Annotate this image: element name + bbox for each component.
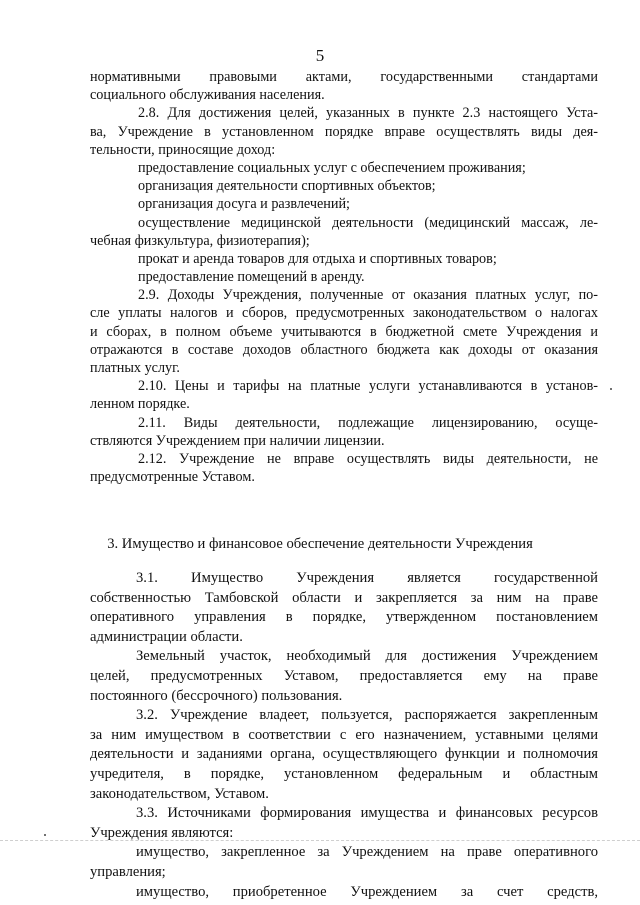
text-line: постоянного (бессрочного) пользования. <box>90 687 343 704</box>
text-line: 3.1. Имущество Учреждения является государственной <box>136 570 598 586</box>
text-line: отражаются в составе доходов областного бюджета как доходы от оказания <box>90 341 598 358</box>
text-line: оперативного управления в порядке, утвержденном постановлением <box>90 609 598 626</box>
text-line: платных услуг. <box>90 360 180 376</box>
text-line: 3.2. Учреждение владеет, пользуется, распоряжается закрепленным <box>136 707 598 724</box>
text-line: деятельности и заданиями органа, осуществляющего функции и полномочия <box>90 746 598 763</box>
section-3-heading: 3. Имущество и финансовое обеспечение деятельности Учреждения <box>107 536 533 552</box>
text-line: 2.8. Для достижения целей, указанных в пункте 2.3 настоящего Уста- <box>138 105 598 122</box>
text-line: предоставление социальных услуг с обеспечением проживания; <box>138 159 526 176</box>
text-line: осуществление медицинской деятельности (медицинский массаж, ле- <box>138 214 598 231</box>
text-line: 2.10. Цены и тарифы на платные услуги устанавливаются в установ- <box>138 378 598 395</box>
page-number: 5 <box>315 46 325 65</box>
text-line: организация досуга и развлечений; <box>138 196 351 213</box>
text-line: ва, Учреждение в установленном порядке вправе осуществлять виды дея- <box>90 123 598 140</box>
text-line: социального обслуживания населения. <box>90 87 325 104</box>
scan-dashed-rule <box>0 840 640 841</box>
text-line: учредителя, в порядке, установленном федеральным и областным <box>90 765 598 782</box>
text-line: сле уплаты налогов и сборов, предусмотренных законодательством о налогах <box>90 305 598 322</box>
text-line: 2.11. Виды деятельности, подлежащие лицензированию, осуще- <box>138 414 598 431</box>
text-line: Земельный участок, необходимый для достижения Учреждением <box>136 648 598 665</box>
text-line: Учреждения являются: <box>90 824 234 841</box>
text-line: 2.9. Доходы Учреждения, полученные от оказания платных услуг, по- <box>138 287 598 304</box>
text-line: тельности, приносящие доход: <box>90 141 276 158</box>
text-line: законодательством, Уставом. <box>90 785 269 802</box>
text-line: за ним имуществом в соответствии с его назначением, уставными целями <box>90 726 598 743</box>
text-line: предусмотренные Уставом. <box>90 469 255 486</box>
scan-speck <box>610 388 612 390</box>
text-line: администрации области. <box>90 628 243 645</box>
text-line: имущество, приобретенное Учреждением за счет средств, <box>136 883 598 900</box>
text-line: 2.12. Учреждение не вправе осуществлять виды деятельности, не <box>138 450 598 467</box>
text-line: ствляются Учреждением при наличии лицензии. <box>90 432 385 449</box>
text-line: управления; <box>90 863 166 880</box>
text-line: собственностью Тамбовской области и закрепляется за ним на праве <box>90 589 598 606</box>
text-line: 3.3. Источниками формирования имущества и финансовых ресурсов <box>136 805 598 822</box>
text-line: ленном порядке. <box>90 396 190 413</box>
text-line: чебная физкультура, физиотерапия); <box>90 232 310 249</box>
text-line: имущество, закрепленное за Учреждением на праве оперативного <box>136 844 598 861</box>
text-line: и сборах, в полном объеме учитываются в бюджетной смете Учреждения и <box>90 323 598 340</box>
text-line: целей, предусмотренных Уставом, предоставляется ему на праве <box>90 667 598 684</box>
section-3-text <box>90 569 598 902</box>
section-2-text <box>90 68 598 486</box>
scan-speck <box>44 834 46 836</box>
text-line: организация деятельности спортивных объектов; <box>138 178 436 195</box>
text-line: нормативными правовыми актами, государственными стандартами <box>90 69 598 85</box>
text-line: предоставление помещений в аренду. <box>138 269 365 286</box>
text-line: прокат и аренда товаров для отдыха и спортивных товаров; <box>138 250 497 267</box>
